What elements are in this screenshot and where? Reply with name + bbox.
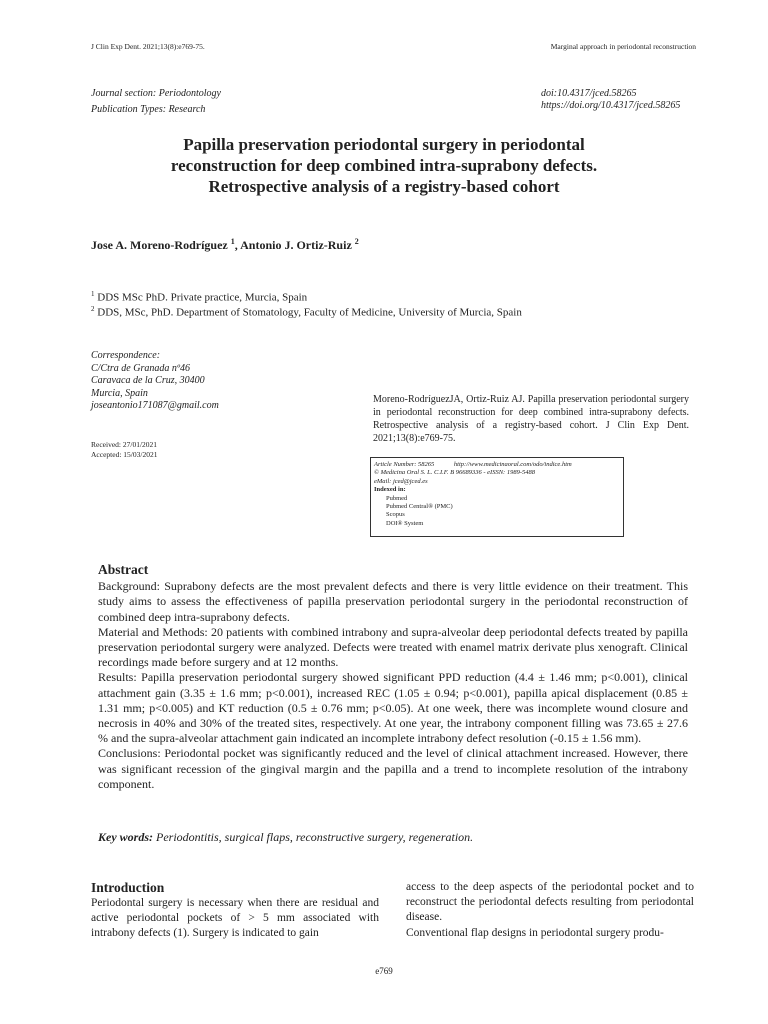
introduction-heading: Introduction bbox=[91, 880, 165, 895]
running-header-left: J Clin Exp Dent. 2021;13(8):e769-75. bbox=[91, 42, 205, 51]
citation-text: Moreno-RodríguezJA, Ortiz-Ruiz AJ. Papilla preservation periodontal surgery in periodontal reconstruction for deep combined intra-suprabony defects. Retrospective analysis of a registry-based cohort. J Clin Exp Dent. 2021;13(8):e769-75. bbox=[373, 394, 689, 444]
keywords-text: Periodontitis, surgical flaps, reconstructive surgery, regeneration. bbox=[156, 830, 474, 844]
article-number-line bbox=[374, 461, 620, 469]
abstract-results: Results: Papilla preservation periodontal surgery showed significant PPD reduction (4.4 ± 1.46 mm; p<0.001), clinical attachment gain (3.35 ± 1.6 mm; p<0.001), increased REC (1.05 ± 0.94; p<0.001), papilla apical displacement (0.85 ± 1.31 mm; p<0.005) and KT reduction (0.5 ± 0.76 mm; p<0.05). At one week, there was incomplete wound closure and necrosis in 40% and 30% of the treated sites, respectively. At one year, the intrabony component filling was 73.65 ± 27.6 % and the supra-alveolar attachment gain indicated an incomplete intrabony defect resolution (-0.15 ± 1.56 mm). bbox=[98, 670, 688, 746]
author-list bbox=[91, 237, 359, 253]
intro-paragraph: access to the deep aspects of the periodontal pocket and to reconstruct the periodontal defects resulting from periodontal disease. bbox=[406, 881, 694, 924]
affiliation-text: DDS MSc PhD. Private practice, Murcia, Spain bbox=[97, 291, 308, 304]
keywords-label: Key words: bbox=[98, 830, 153, 844]
doi-url[interactable]: https://doi.org/10.4317/jced.58265 bbox=[541, 100, 681, 111]
article-title bbox=[120, 134, 648, 197]
abstract-section bbox=[98, 562, 688, 792]
title-line: reconstruction for deep combined intra-suprabony defects. bbox=[170, 156, 598, 175]
author-name: Jose A. Moreno-Rodríguez bbox=[91, 238, 228, 252]
title-line: Retrospective analysis of a registry-based cohort bbox=[208, 177, 560, 196]
affiliation bbox=[91, 290, 307, 304]
copyright: © Medicina Oral S. L. C.I.F. B 96689336 - eISSN: 1989-5488 bbox=[374, 469, 535, 477]
article-number: Article Number: 58265 bbox=[374, 461, 435, 468]
intro-left-column bbox=[91, 880, 379, 942]
affiliation bbox=[91, 305, 522, 319]
doi: doi:10.4317/jced.58265 bbox=[541, 88, 637, 99]
title-line: Papilla preservation periodontal surgery in periodontal bbox=[183, 135, 585, 154]
publication-type: Publication Types: Research bbox=[91, 104, 206, 115]
abstract-conclusions: Conclusions: Periodontal pocket was significantly reduced and the level of clinical attachment increased. However, there was significant recession of the gingival margin and the papilla and a trend to incomplete resolution of the intrabony component. bbox=[98, 746, 688, 791]
dates-block bbox=[91, 440, 157, 459]
accepted-date: Accepted: 15/03/2021 bbox=[91, 449, 158, 459]
affiliation-mark: 1 bbox=[91, 290, 95, 298]
intro-paragraph: Periodontal surgery is necessary when there are residual and active periodontal pockets of > 5 mm associated with intrabony defects (1). Surgery is indicated to gain bbox=[91, 897, 379, 940]
author-name: Antonio J. Ortiz-Ruiz bbox=[240, 238, 352, 252]
abstract-background: Background: Suprabony defects are the most prevalent defects and there is very little evidence on their treatment. This study aims to assess the effectiveness of papilla preservation periodontal surgery in the periodontal reconstruction of combined deep intra-suprabony defects. bbox=[98, 579, 688, 624]
index-item: Pubmed Central® (PMC) bbox=[386, 503, 453, 511]
abstract-methods: Material and Methods: 20 patients with combined intrabony and supra-alveolar deep periodontal defects treated by papilla preservation periodontal surgery were analyzed. Defects were treated with enamel matrix derivate plus xenograft. Clinical recordings made before surgery and at 12 months. bbox=[98, 624, 688, 670]
received-date: Received: 27/01/2021 bbox=[91, 440, 158, 449]
indexed-label: Indexed in: bbox=[374, 486, 406, 494]
correspondence-line: C/Ctra de Granada nº46 bbox=[91, 362, 190, 374]
index-item: Scopus bbox=[386, 511, 405, 519]
journal-website[interactable]: http://www.medicinaoral.com/odo/indice.htm bbox=[453, 461, 572, 468]
affiliation-text: DDS, MSc, PhD. Department of Stomatology, Faculty of Medicine, University of Murcia, Spain bbox=[97, 306, 522, 319]
page-number: e769 bbox=[375, 966, 393, 976]
intro-paragraph: Conventional flap designs in periodontal surgery produ- bbox=[406, 926, 664, 939]
running-header-right: Marginal approach in periodontal reconstruction bbox=[550, 42, 696, 51]
author-separator: , bbox=[234, 238, 241, 252]
index-item: Pubmed bbox=[386, 494, 408, 502]
correspondence-block bbox=[91, 350, 219, 413]
abstract-heading: Abstract bbox=[98, 562, 149, 577]
journal-section: Journal section: Periodontology bbox=[91, 88, 221, 99]
correspondence-line: Caravaca de la Cruz, 30400 bbox=[91, 375, 205, 387]
affiliation-mark: 2 bbox=[91, 305, 95, 313]
correspondence-email[interactable]: joseantonio171087@gmail.com bbox=[91, 400, 219, 412]
keywords bbox=[98, 830, 688, 845]
author-affiliation-mark: 1 bbox=[230, 237, 235, 246]
journal-email[interactable]: eMail: jced@jced.es bbox=[374, 477, 428, 485]
article-info-box bbox=[370, 457, 624, 537]
author-affiliation-mark: 2 bbox=[354, 237, 359, 246]
correspondence-line: Murcia, Spain bbox=[91, 387, 148, 399]
correspondence-label: Correspondence: bbox=[91, 350, 161, 361]
index-item: DOI® System bbox=[386, 519, 424, 527]
intro-right-column bbox=[406, 880, 694, 941]
